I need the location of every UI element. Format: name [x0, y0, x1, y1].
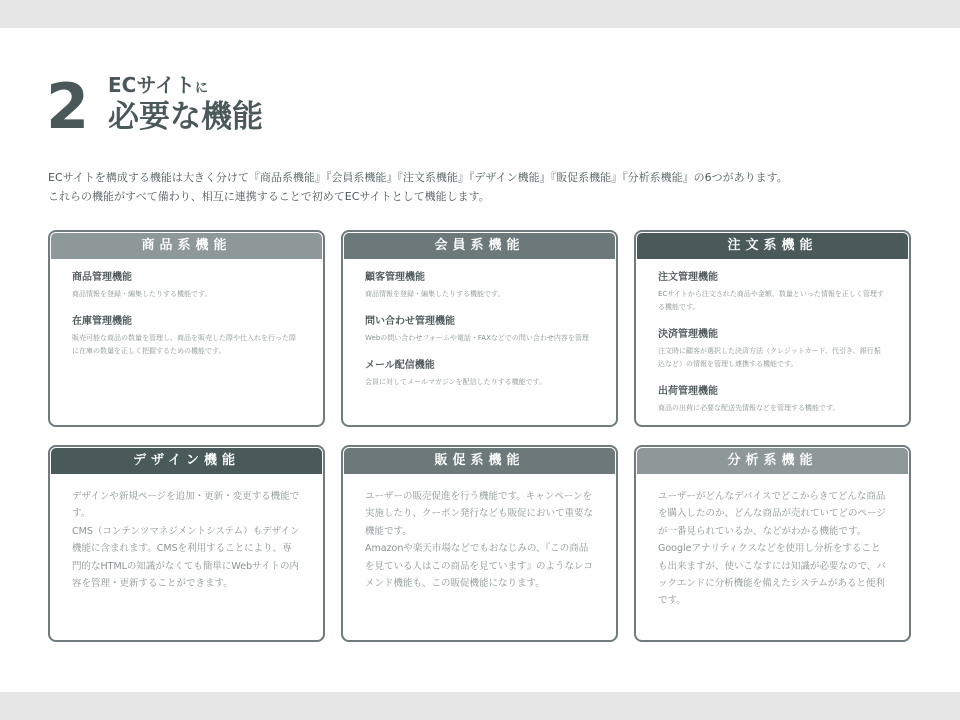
card-order	[634, 230, 911, 427]
intro-line: ECサイトを構成する機能は大きく分けて『商品系機能』『会員系機能』『注文系機能』『デザイン機能』『販促系機能』『分析系機能』の6つがあります。	[48, 171, 788, 184]
intro-text	[48, 168, 908, 206]
feature-item	[365, 359, 594, 389]
card-product	[48, 230, 325, 427]
feature-title: 商品管理機能	[72, 272, 132, 283]
section-number: 2	[46, 70, 90, 143]
card-design	[48, 445, 325, 642]
card-analytics	[634, 445, 911, 642]
section-title-line1	[108, 73, 208, 101]
feature-title: 在庫管理機能	[72, 316, 132, 327]
feature-title: 顧客管理機能	[365, 272, 425, 283]
feature-desc: 注文時に顧客が選択した決済方法（クレジットカード、代引き、銀行振込など）の情報を管理し連携する機能です。	[658, 347, 881, 368]
card-member	[341, 230, 618, 427]
feature-desc: ECサイトから注文された商品や金額、数量といった情報を正しく管理する機能です。	[658, 290, 884, 311]
feature-title: 注文管理機能	[658, 272, 718, 283]
feature-desc: 商品情報を登録・編集したりする機能です。	[365, 290, 505, 298]
feature-desc: 商品の出荷に必要な配送先情報などを管理する機能です。	[658, 404, 840, 412]
feature-item	[658, 271, 887, 314]
feature-item	[365, 315, 594, 345]
feature-item	[72, 271, 301, 301]
card-paragraph	[343, 474, 616, 592]
feature-desc: 会員に対してメールマガジンを配信したりする機能です。	[365, 378, 547, 386]
section-title-particle: に	[194, 81, 208, 96]
feature-title: 問い合わせ管理機能	[365, 316, 455, 327]
intro-line: これらの機能がすべて備わり、相互に連携することで初めてECサイトとして機能します。	[48, 190, 490, 203]
card-promotion	[341, 445, 618, 642]
section-title-line2: 必要な機能	[108, 99, 263, 135]
paragraph-text: ユーザーがどんなデバイスでどこからきてどんな商品を購入したのか、どんな商品が売れていてどのページが一番見られているか、などがわかる機能です。Googleアナリティクスなどを使用し分析をすることも出来ますが、使いこなすには知識が必要なので、バックエンドに分析機能を備えたシステムがあると便利です。	[658, 491, 886, 607]
section-title-main: ECサイト	[108, 73, 195, 97]
card-paragraph	[636, 474, 909, 610]
paragraph-text: CMS（コンテンツマネジメントシステム）もデザイン機能に含まれます。CMSを利用することにより、専門的なHTMLの知識がなくても簡単にWebサイトの内容を管理・更新することができます。	[72, 525, 300, 590]
feature-item	[658, 385, 887, 415]
feature-desc: 販売可能な商品の数量を管理し、商品を販売した際や仕入れを行った際に在庫の数量を正しく把握するための機能です。	[72, 334, 296, 355]
feature-title: 出荷管理機能	[658, 386, 718, 397]
card-paragraph	[50, 474, 323, 592]
feature-title: 決済管理機能	[658, 329, 718, 340]
paragraph-text: デザインや新規ページを追加・更新・変更する機能です。	[72, 491, 300, 520]
feature-desc: Webの問い合わせフォームや電話・FAXなどでの問い合わせ内容を管理	[365, 334, 589, 342]
feature-desc: 商品情報を登録・編集したりする機能です。	[72, 290, 212, 298]
slide	[0, 28, 960, 692]
feature-item	[365, 271, 594, 301]
feature-item	[72, 315, 301, 358]
card-header: 商品系機能	[51, 233, 322, 259]
feature-title: メール配信機能	[365, 360, 435, 371]
paragraph-text: ユーザーの販売促進を行う機能です。キャンペーンを実施したり、クーポン発行なども販促において重要な機能です。	[365, 491, 594, 537]
card-header: 販促系機能	[344, 448, 615, 474]
card-header: 会員系機能	[344, 233, 615, 259]
feature-item	[658, 328, 887, 371]
card-header: 分析系機能	[637, 448, 908, 474]
card-header: 注文系機能	[637, 233, 908, 259]
paragraph-text: Amazonや楽天市場などでもおなじみの、『この商品を見ている人はこの商品を見ています』のようなレコメンド機能も、この販促機能になります。	[365, 543, 594, 590]
card-header: デザイン機能	[51, 448, 322, 474]
